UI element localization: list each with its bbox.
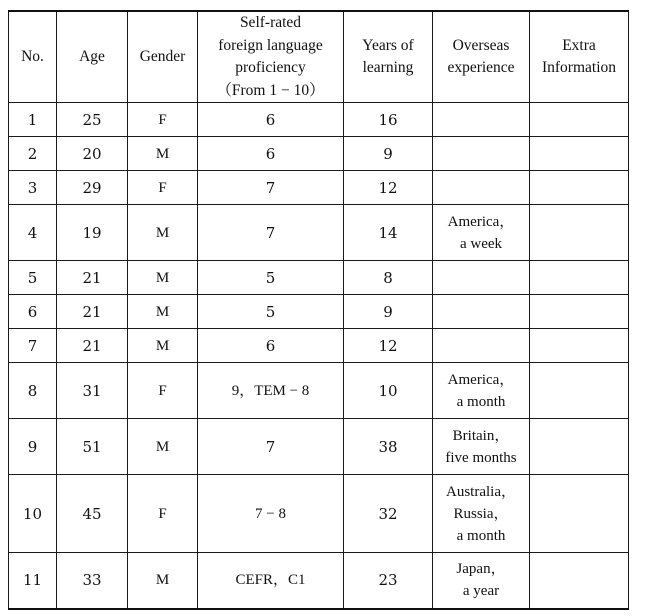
cell-age: 51: [57, 419, 128, 475]
cell-age: 19: [57, 205, 128, 261]
cell-proficiency: 7: [198, 205, 344, 261]
table-row: [9, 419, 629, 475]
cell-no: 11: [9, 553, 57, 609]
table-row: [9, 103, 629, 137]
cell-overseas: [433, 363, 530, 419]
overseas-line: America，: [447, 213, 515, 230]
overseas-line: five months: [445, 449, 517, 466]
overseas-line: Japan，: [456, 561, 506, 578]
cell-no: 6: [9, 295, 57, 329]
cell-extra: [530, 205, 629, 261]
cell-proficiency: 7: [198, 419, 344, 475]
header-no: [9, 11, 57, 103]
cell-extra: [530, 553, 629, 609]
cell-years: 8: [344, 261, 433, 295]
cell-overseas: [433, 137, 530, 171]
cell-gender: M: [128, 205, 198, 261]
overseas-line: a month: [456, 527, 506, 544]
cell-gender: F: [128, 363, 198, 419]
cell-overseas: [433, 171, 530, 205]
header-text-line: learning: [362, 59, 414, 76]
header-text-line: Overseas: [452, 36, 510, 54]
table-row: [9, 171, 629, 205]
table-row: [9, 329, 629, 363]
cell-no: 2: [9, 137, 57, 171]
overseas-line: a month: [456, 393, 506, 410]
cell-age: 25: [57, 103, 128, 137]
cell-no: 9: [9, 419, 57, 475]
cell-overseas: [433, 261, 530, 295]
cell-gender: M: [128, 553, 198, 609]
header-age: [57, 11, 128, 103]
cell-proficiency: CEFR，C1: [198, 553, 344, 609]
cell-no: 3: [9, 171, 57, 205]
overseas-line: a year: [462, 583, 500, 600]
cell-age: 20: [57, 137, 128, 171]
cell-overseas: [433, 103, 530, 137]
cell-age: 29: [57, 171, 128, 205]
cell-gender: M: [128, 329, 198, 363]
cell-years: 9: [344, 295, 433, 329]
cell-no: 7: [9, 329, 57, 363]
cell-gender: M: [128, 295, 198, 329]
table-row: [9, 295, 629, 329]
overseas-line: Russia，: [453, 505, 509, 522]
cell-overseas: [433, 419, 530, 475]
cell-no: 8: [9, 363, 57, 419]
cell-years: 9: [344, 137, 433, 171]
cell-years: 12: [344, 329, 433, 363]
header-overseas: [433, 11, 530, 103]
table-row: [9, 205, 629, 261]
table-body: [9, 103, 629, 609]
cell-no: 5: [9, 261, 57, 295]
cell-gender: F: [128, 475, 198, 553]
table-row: [9, 553, 629, 609]
cell-age: 33: [57, 553, 128, 609]
cell-extra: [530, 171, 629, 205]
cell-overseas: [433, 553, 530, 609]
header-text-line: Years of: [362, 36, 414, 54]
header-text-line: foreign language: [218, 36, 323, 54]
cell-extra: [530, 137, 629, 171]
cell-proficiency: 6: [198, 329, 344, 363]
cell-proficiency: 5: [198, 295, 344, 329]
cell-proficiency: 6: [198, 103, 344, 137]
table-row: [9, 261, 629, 295]
cell-age: 21: [57, 329, 128, 363]
cell-extra: [530, 295, 629, 329]
header-row: [9, 11, 629, 103]
cell-extra: [530, 475, 629, 553]
cell-age: 21: [57, 295, 128, 329]
header-text-line: No.: [21, 47, 44, 65]
header-gender: [128, 11, 198, 103]
cell-age: 45: [57, 475, 128, 553]
cell-extra: [530, 363, 629, 419]
cell-gender: M: [128, 419, 198, 475]
table-row: [9, 475, 629, 553]
cell-proficiency: 6: [198, 137, 344, 171]
cell-overseas: [433, 329, 530, 363]
cell-gender: F: [128, 103, 198, 137]
cell-years: 10: [344, 363, 433, 419]
cell-age: 21: [57, 261, 128, 295]
header-text-line: （From 1 − 10）: [216, 81, 325, 99]
cell-proficiency: 7: [198, 171, 344, 205]
header-text-line: Extra: [562, 36, 596, 54]
cell-proficiency: 7 − 8: [198, 475, 344, 553]
cell-years: 16: [344, 103, 433, 137]
cell-overseas: [433, 295, 530, 329]
cell-extra: [530, 329, 629, 363]
cell-no: 1: [9, 103, 57, 137]
table-row: [9, 137, 629, 171]
cell-extra: [530, 261, 629, 295]
header-text-line: Age: [79, 47, 105, 65]
header-proficiency: [198, 11, 344, 103]
cell-proficiency: 9，TEM − 8: [198, 363, 344, 419]
header-text-line: proficiency: [235, 59, 306, 76]
cell-no: 4: [9, 205, 57, 261]
cell-extra: [530, 419, 629, 475]
cell-gender: M: [128, 137, 198, 171]
overseas-line: Australia，: [446, 483, 516, 500]
header-years: [344, 11, 433, 103]
overseas-line: a week: [459, 235, 503, 252]
header-text-line: experience: [447, 59, 515, 76]
cell-overseas: [433, 475, 530, 553]
cell-overseas: [433, 205, 530, 261]
header-text-line: Information: [541, 59, 617, 76]
participants-table: [8, 10, 629, 610]
cell-no: 10: [9, 475, 57, 553]
cell-gender: M: [128, 261, 198, 295]
cell-years: 32: [344, 475, 433, 553]
overseas-line: Britain，: [452, 427, 510, 444]
cell-years: 14: [344, 205, 433, 261]
cell-proficiency: 5: [198, 261, 344, 295]
cell-years: 12: [344, 171, 433, 205]
header-text-line: Gender: [139, 47, 186, 65]
cell-years: 38: [344, 419, 433, 475]
cell-gender: F: [128, 171, 198, 205]
cell-years: 23: [344, 553, 433, 609]
cell-extra: [530, 103, 629, 137]
cell-age: 31: [57, 363, 128, 419]
header-text-line: Self-rated: [239, 14, 302, 31]
overseas-line: America，: [447, 371, 515, 388]
header-extra: [530, 11, 629, 103]
table-row: [9, 363, 629, 419]
table-header: [9, 11, 629, 103]
